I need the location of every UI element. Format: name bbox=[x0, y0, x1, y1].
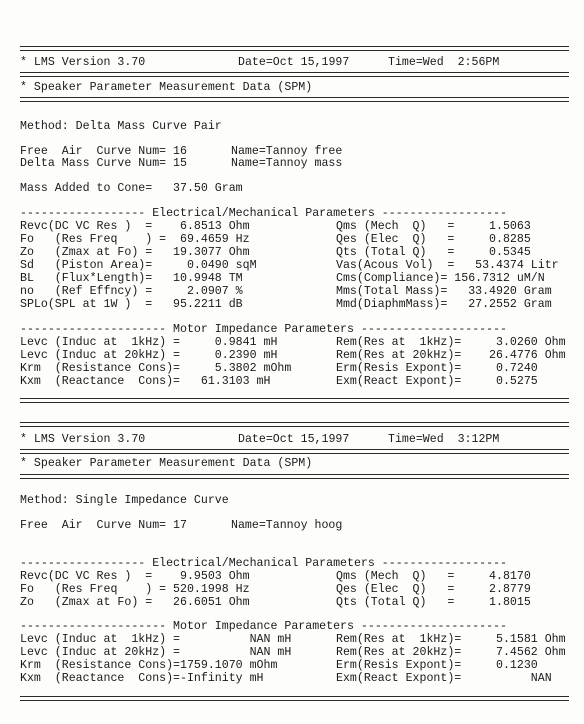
param-row bbox=[0, 659, 584, 672]
double-rule bbox=[20, 422, 569, 427]
param-left: Kxm (Reactance Cons)= 61.3103 mH bbox=[20, 375, 271, 388]
param-right: Qms (Mech Q) = 1.5063 bbox=[336, 220, 531, 233]
param-row bbox=[0, 298, 584, 311]
param-left: Levc (Induc at 20kHz) = NAN mH bbox=[20, 646, 292, 659]
report-title: * Speaker Parameter Measurement Data (SPM) bbox=[20, 81, 313, 94]
param-right: Rem(Res at 1kHz)= 3.0260 Ohm bbox=[336, 336, 566, 349]
double-rule bbox=[20, 398, 569, 403]
param-right: Mms(Total Mass)= 33.4920 Gram bbox=[336, 285, 552, 298]
param-right: Qes (Elec Q) = 2.8779 bbox=[336, 583, 531, 596]
section-header: ------------------ Electrical/Mechanical Parameters ------------------ bbox=[20, 207, 508, 220]
param-row bbox=[0, 596, 584, 609]
header-line bbox=[0, 56, 584, 69]
double-rule bbox=[20, 474, 569, 479]
param-right: Vas(Acous Vol) = 53.4374 Litr bbox=[336, 259, 559, 272]
curve-name: Name=Tannoy free bbox=[231, 145, 343, 158]
param-row bbox=[0, 272, 584, 285]
time-text: Time=Wed 2:56PM bbox=[388, 56, 500, 69]
param-right: Qts (Total Q) = 1.8015 bbox=[336, 596, 531, 609]
param-left: Fo (Res Freq ) = 520.1998 Hz bbox=[20, 583, 250, 596]
param-right: Cms(Compliance)= 156.7312 uM/N bbox=[336, 272, 545, 285]
double-rule bbox=[20, 696, 569, 701]
param-row bbox=[0, 375, 584, 388]
param-left: Fo (Res Freq ) = 69.4659 Hz bbox=[20, 233, 250, 246]
param-right: Mmd(DiaphmMass)= 27.2552 Gram bbox=[336, 298, 552, 311]
curve-line bbox=[0, 519, 584, 532]
method-line: Method: Single Impedance Curve bbox=[20, 494, 229, 507]
param-left: Zo (Zmax at Fo) = 26.6051 Ohm bbox=[20, 596, 250, 609]
param-row bbox=[0, 246, 584, 259]
param-left: Levc (Induc at 1kHz) = NAN mH bbox=[20, 633, 292, 646]
double-rule bbox=[20, 97, 569, 102]
param-row bbox=[0, 336, 584, 349]
param-row bbox=[0, 672, 584, 685]
param-row bbox=[0, 349, 584, 362]
param-left: Sd (Piston Area)= 0.0490 sqM bbox=[20, 259, 257, 272]
param-right: Exm(React Expont)= NAN bbox=[336, 672, 552, 685]
param-right: Erm(Resis Expont)= 0.1230 bbox=[336, 659, 538, 672]
param-left: Levc (Induc at 20kHz) = 0.2390 mH bbox=[20, 349, 278, 362]
mass-added-line: Mass Added to Cone= 37.50 Gram bbox=[20, 182, 243, 195]
param-left: Krm (Resistance Cons)= 5.3802 mOhm bbox=[20, 362, 292, 375]
version-text: * LMS Version 3.70 bbox=[20, 56, 146, 69]
param-left: SPLo(SPL at 1W ) = 95.2211 dB bbox=[20, 298, 243, 311]
double-rule bbox=[20, 46, 569, 51]
param-row bbox=[0, 233, 584, 246]
param-row bbox=[0, 633, 584, 646]
param-left: Krm (Resistance Cons)=1759.1070 mOhm bbox=[20, 659, 278, 672]
curve-label: Free Air Curve Num= 17 bbox=[20, 519, 187, 532]
param-left: Zo (Zmax at Fo) = 19.3077 Ohm bbox=[20, 246, 250, 259]
param-row bbox=[0, 220, 584, 233]
curve-label: Free Air Curve Num= 16 bbox=[20, 145, 187, 158]
time-text: Time=Wed 3:12PM bbox=[388, 433, 500, 446]
param-right: Qms (Mech Q) = 4.8170 bbox=[336, 570, 531, 583]
method-line: Method: Delta Mass Curve Pair bbox=[20, 120, 222, 133]
param-right: Exm(React Expont)= 0.5275 bbox=[336, 375, 538, 388]
param-right: Erm(Resis Expont)= 0.7240 bbox=[336, 362, 538, 375]
param-row bbox=[0, 583, 584, 596]
section-header: --------------------- Motor Impedance Parameters --------------------- bbox=[20, 323, 508, 336]
param-left: Revc(DC VC Res ) = 9.9503 Ohm bbox=[20, 570, 250, 583]
param-right: Rem(Res at 20kHz)= 7.4562 Ohm bbox=[336, 646, 566, 659]
double-rule bbox=[20, 72, 569, 77]
param-right: Qts (Total Q) = 0.5345 bbox=[336, 246, 531, 259]
section-header: --------------------- Motor Impedance Parameters --------------------- bbox=[20, 620, 508, 633]
param-right: Rem(Res at 20kHz)= 26.4776 Ohm bbox=[336, 349, 566, 362]
param-left: no (Ref Effncy) = 2.0907 % bbox=[20, 285, 243, 298]
curve-label: Delta Mass Curve Num= 15 bbox=[20, 157, 187, 170]
header-line bbox=[0, 433, 584, 446]
param-row bbox=[0, 285, 584, 298]
param-left: BL (Flux*Length)= 10.9948 TM bbox=[20, 272, 243, 285]
curve-name: Name=Tannoy hoog bbox=[231, 519, 343, 532]
curve-line bbox=[0, 157, 584, 170]
param-row bbox=[0, 570, 584, 583]
section-header: ------------------ Electrical/Mechanical Parameters ------------------ bbox=[20, 557, 508, 570]
param-row bbox=[0, 362, 584, 375]
param-right: Qes (Elec Q) = 0.8285 bbox=[336, 233, 531, 246]
param-row bbox=[0, 259, 584, 272]
param-left: Kxm (Reactance Cons)=-Infinity mH bbox=[20, 672, 264, 685]
param-left: Levc (Induc at 1kHz) = 0.9841 mH bbox=[20, 336, 278, 349]
curve-name: Name=Tannoy mass bbox=[231, 157, 343, 170]
version-text: * LMS Version 3.70 bbox=[20, 433, 146, 446]
param-left: Revc(DC VC Res ) = 6.8513 Ohm bbox=[20, 220, 250, 233]
date-text: Date=Oct 15,1997 bbox=[238, 433, 350, 446]
double-rule bbox=[20, 449, 569, 454]
param-right: Rem(Res at 1kHz)= 5.1581 Ohm bbox=[336, 633, 566, 646]
date-text: Date=Oct 15,1997 bbox=[238, 56, 350, 69]
param-row bbox=[0, 646, 584, 659]
report-title: * Speaker Parameter Measurement Data (SPM) bbox=[20, 457, 313, 470]
